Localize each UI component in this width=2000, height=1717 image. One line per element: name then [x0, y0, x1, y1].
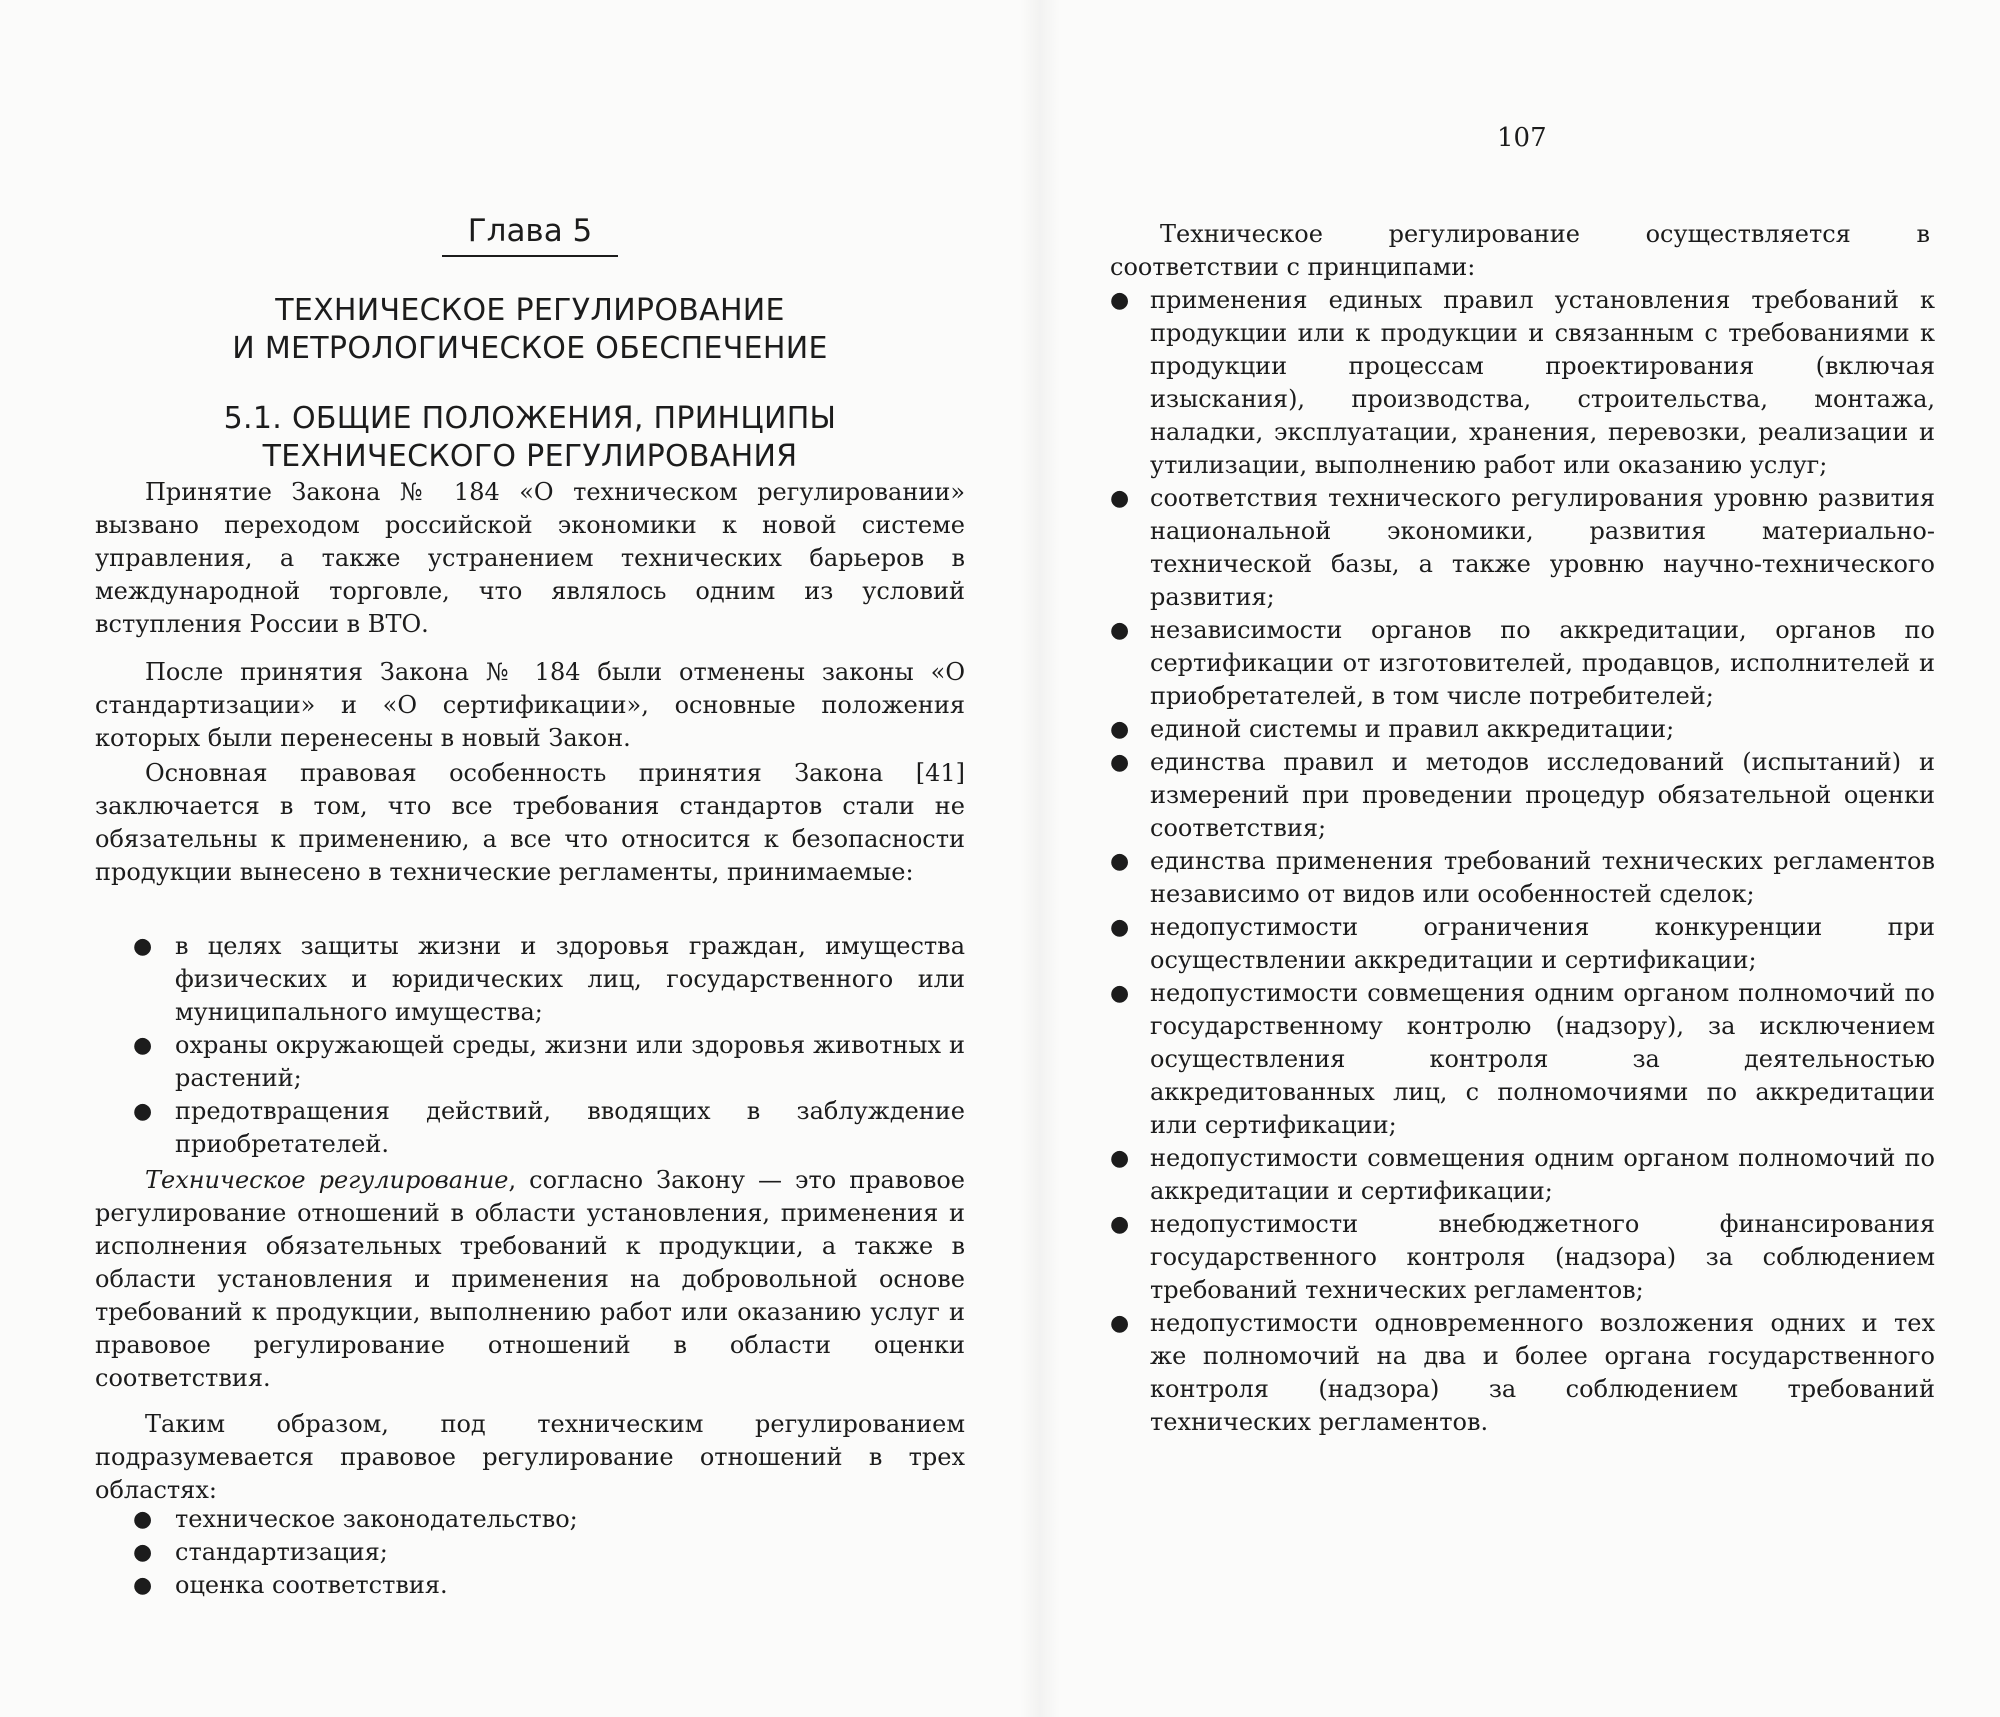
- bullet-icon: ●: [133, 1033, 153, 1058]
- list-item: [95, 1095, 965, 1161]
- paragraph-2: После принятия Закона № 184 были отменены законы «О стандартизации» и «О сертификации», основные положения которых были перенесены в новый Закон.: [95, 658, 965, 752]
- list-item-text: недопустимости совмещения одним органом полномочий по аккредитации и сертификации;: [1150, 1144, 1935, 1205]
- list-item: [1110, 977, 1935, 1142]
- list-item-text: применения единых правил установления требований к продукции или к продукции и связанным с требованиями к продукции процессам проектирования (включая изыскания), производства, строительства, монтажа, наладки, эксплуатации, хранения, перевозки, реализации и утилизации, выполнению работ или оказанию услуг;: [1150, 286, 1935, 479]
- bullet-icon: ●: [1110, 915, 1130, 940]
- paragraph-1: Принятие Закона № 184 «О техническом регулировании» вызвано переходом российской экономики к новой системе управления, а также устранением технических барьеров в международной торговле, что являлось одним из условий вступления России в ВТО.: [95, 478, 965, 638]
- list-item: [95, 1503, 965, 1536]
- chapter-label: [95, 213, 965, 257]
- book-gutter: [1020, 0, 1060, 1717]
- term-technical-regulation: Техническое регулирование: [145, 1166, 509, 1194]
- bullet-icon: ●: [1110, 717, 1130, 742]
- bullet-icon: ●: [133, 1507, 153, 1532]
- list-item-text: единства применения требований технических регламентов независимо от видов или особенностей сделок;: [1150, 847, 1935, 908]
- list-item: [1110, 614, 1935, 713]
- paragraph-5: Таким образом, под техническим регулированием подразумевается правовое регулирование отношений в трех областях:: [95, 1410, 965, 1504]
- bullet-icon: ●: [133, 1099, 153, 1124]
- list-item: [1110, 1142, 1935, 1208]
- list-item: [95, 930, 965, 1029]
- bullet-icon: ●: [1110, 1311, 1130, 1336]
- bullet-icon: ●: [1110, 750, 1130, 775]
- list-item-text: стандартизация;: [175, 1538, 388, 1566]
- list-item: [1110, 1208, 1935, 1307]
- list-item: [1110, 284, 1935, 482]
- bullet-icon: ●: [1110, 849, 1130, 874]
- bullet-icon: ●: [1110, 1146, 1130, 1171]
- section-title-line-1: 5.1. ОБЩИЕ ПОЛОЖЕНИЯ, ПРИНЦИПЫ: [223, 401, 837, 436]
- list-item-text: недопустимости внебюджетного финансирования государственного контроля (надзора) за соблюдением требований технических регламентов;: [1150, 1210, 1935, 1304]
- bullet-list-2: [95, 1503, 965, 1602]
- list-item: [1110, 746, 1935, 845]
- bullet-icon: ●: [133, 1540, 153, 1565]
- list-item-text: единой системы и правил аккредитации;: [1150, 715, 1675, 743]
- principles-list: [1110, 284, 1935, 1439]
- section-title: [95, 400, 965, 476]
- bullet-icon: ●: [1110, 981, 1130, 1006]
- bullet-icon: ●: [1110, 1212, 1130, 1237]
- list-item-text: охраны окружающей среды, жизни или здоровья животных и растений;: [175, 1031, 965, 1092]
- chapter-title-line-1: ТЕХНИЧЕСКОЕ РЕГУЛИРОВАНИЕ: [275, 293, 785, 328]
- bullet-icon: ●: [1110, 486, 1130, 511]
- paragraph-4-text: , согласно Закону — это правовое регулирование отношений в области установления, применения и исполнения обязательных требований к продукции, а также в области установления и применения на добровольной основе требований к продукции, выполнению работ или оказанию услуг и правовое регулирование отношений в области оценки соответствия.: [95, 1166, 965, 1392]
- bullet-icon: ●: [1110, 618, 1130, 643]
- list-item: [95, 1029, 965, 1095]
- list-item-text: недопустимости совмещения одним органом полномочий по государственному контролю (надзору), за исключением осуществления контроля за деятельностью аккредитованных лиц, с полномочиями по аккредитации или сертификации;: [1150, 979, 1935, 1139]
- right-intro: Техническое регулирование осуществляется в соответствии с принципами:: [1110, 220, 1930, 281]
- list-item-text: соответствия технического регулирования уровню развития национальной экономики, развития материально-технической базы, а также уровню научно-технического развития;: [1150, 484, 1935, 611]
- list-item-text: единства правил и методов исследований (испытаний) и измерений при проведении процедур обязательной оценки соответствия;: [1150, 748, 1935, 842]
- list-item-text: недопустимости ограничения конкуренции при осуществлении аккредитации и сертификации;: [1150, 913, 1935, 974]
- list-item-text: оценка соответствия.: [175, 1571, 448, 1599]
- list-item: [95, 1569, 965, 1602]
- bullet-icon: ●: [133, 934, 153, 959]
- bullet-icon: ●: [1110, 288, 1130, 313]
- section-title-line-2: ТЕХНИЧЕСКОГО РЕГУЛИРОВАНИЯ: [262, 439, 798, 474]
- paragraph-3: Основная правовая особенность принятия Закона [41] заключается в том, что все требования стандартов стали не обязательны к применению, а все что относится к безопасности продукции вынесено в технические регламенты, принимаемые:: [95, 759, 965, 886]
- list-item: [1110, 911, 1935, 977]
- bullet-list-1: [95, 930, 965, 1161]
- list-item-text: техническое законодательство;: [175, 1505, 578, 1533]
- chapter-label-text: Глава 5: [442, 213, 619, 257]
- page-number: 107: [1497, 123, 1547, 153]
- list-item: [1110, 482, 1935, 614]
- bullet-icon: ●: [133, 1573, 153, 1598]
- paragraph-4: [95, 1164, 965, 1395]
- list-item: [1110, 713, 1935, 746]
- list-item-text: предотвращения действий, вводящих в заблуждение приобретателей.: [175, 1097, 965, 1158]
- chapter-title: [95, 292, 965, 368]
- list-item: [95, 1536, 965, 1569]
- list-item: [1110, 845, 1935, 911]
- chapter-title-line-2: И МЕТРОЛОГИЧЕСКОЕ ОБЕСПЕЧЕНИЕ: [232, 331, 828, 366]
- list-item: [1110, 1307, 1935, 1439]
- list-item-text: независимости органов по аккредитации, органов по сертификации от изготовителей, продавцов, исполнителей и приобретателей, в том числе потребителей;: [1150, 616, 1935, 710]
- list-item-text: в целях защиты жизни и здоровья граждан, имущества физических и юридических лиц, государственного или муниципального имущества;: [175, 932, 965, 1026]
- list-item-text: недопустимости одновременного возложения одних и тех же полномочий на два и более органа государственного контроля (надзора) за соблюдением требований технических регламентов.: [1150, 1309, 1935, 1436]
